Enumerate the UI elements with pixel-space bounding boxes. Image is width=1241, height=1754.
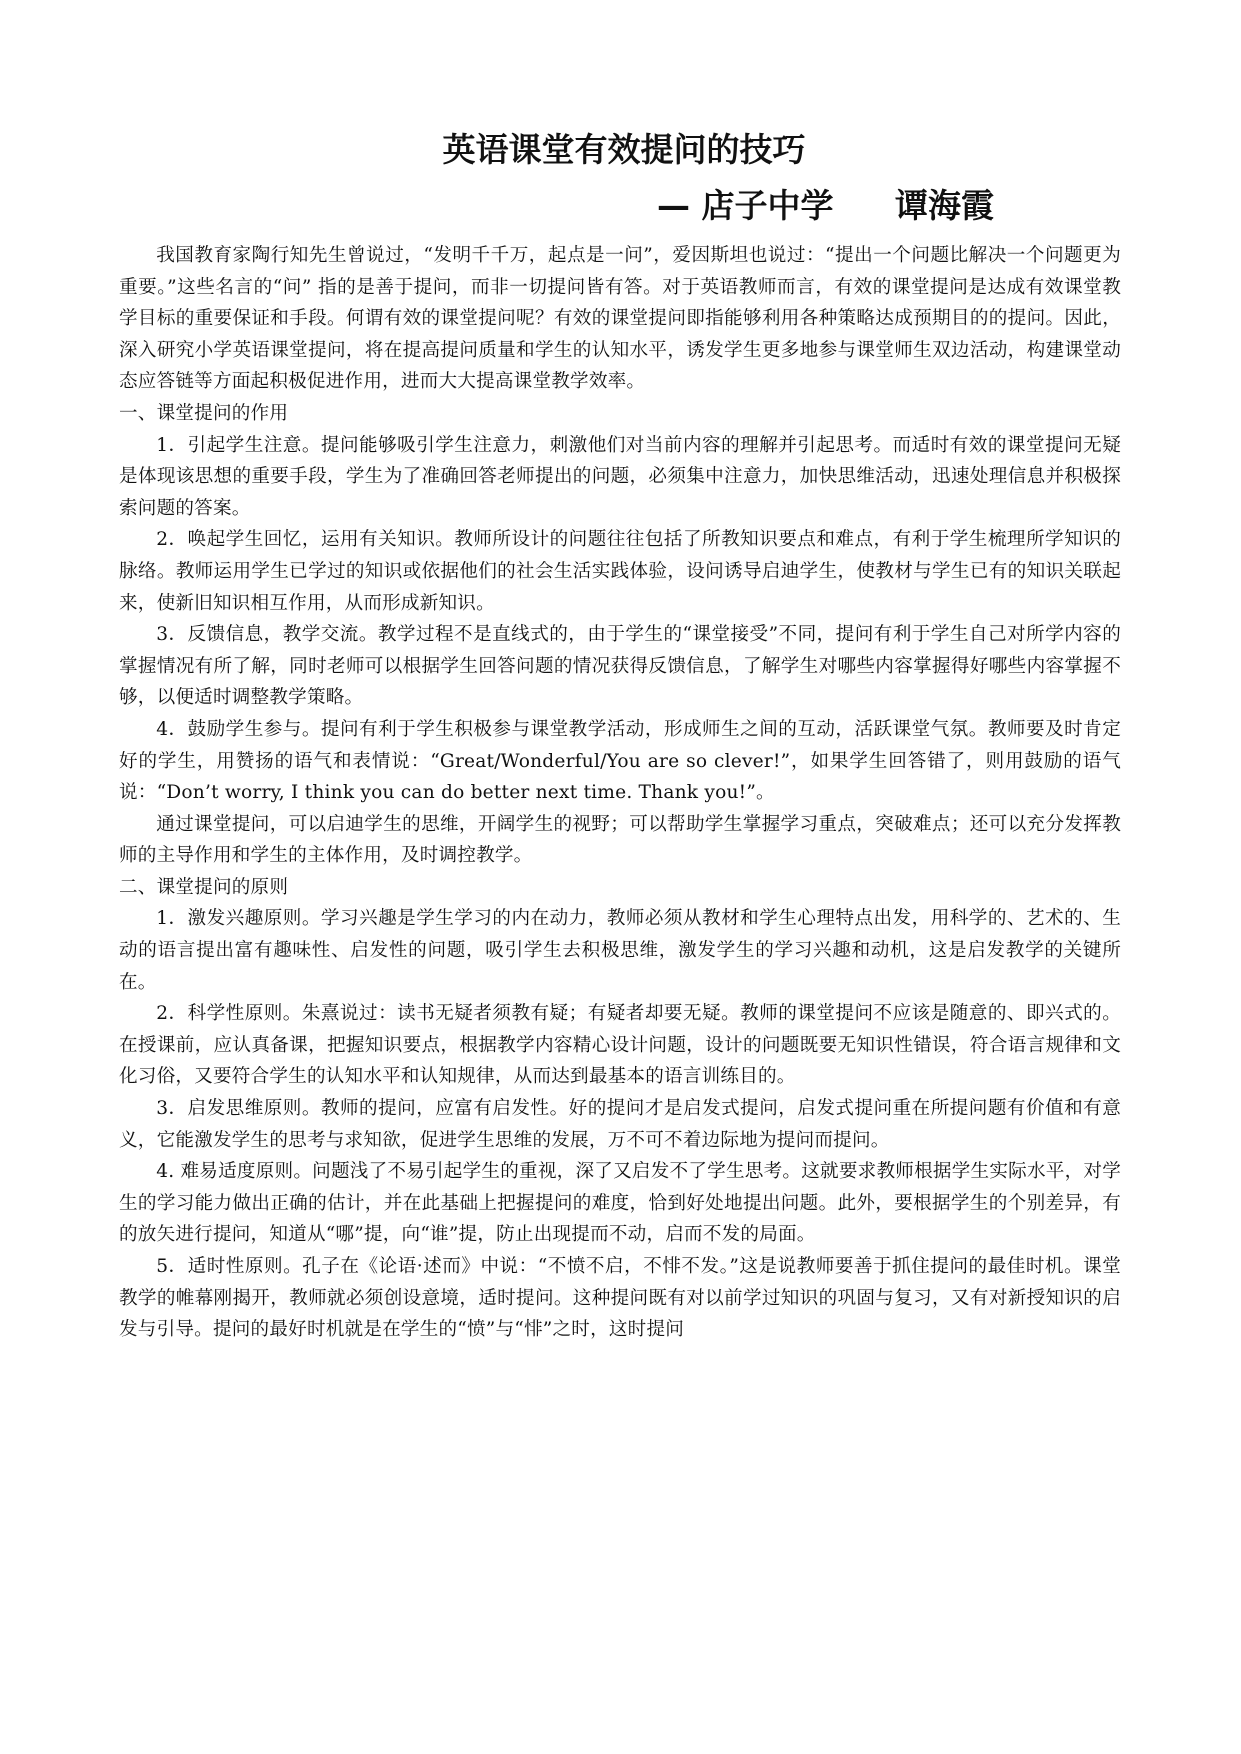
section-heading-1: 一、课堂提问的作用 [119, 402, 289, 424]
section1-item-3: 3．反馈信息，教学交流。教学过程不是直线式的，由于学生的“课堂接受”不同，提问有利于学生自己对所学内容的掌握情况有所了解，同时老师可以根据学生回答问题的情况获得反馈信息，了解学生对哪些内容掌握得好哪些内容掌握不够，以便适时调整教学策略。 [119, 624, 1121, 709]
section1-item-2: 2．唤起学生回忆，运用有关知识。教师所设计的问题往往包括了所教知识要点和难点，有利于学生梳理所学知识的脉络。教师运用学生已学过的知识或依据他们的社会生活实践体验，设问诱导启迪学生，使教材与学生已有的知识关联起来，使新旧知识相互作用，从而形成新知识。 [119, 529, 1121, 614]
section2-item-5: 5．适时性原则。孔子在《论语·述而》中说：“不愤不启，不悱不发。”这是说教师要善于抓住提问的最佳时机。课堂教学的帷幕刚揭开，教师就必须创设意境，适时提问。这种提问既有对以前学过知识的巩固与复习，又有对新授知识的启发与引导。提问的最好时机就是在学生的“愤”与“悱”之时，这时提问 [119, 1256, 1121, 1341]
section1-item-4: 4．鼓励学生参与。提问有利于学生积极参与课堂教学活动，形成师生之间的互动，活跃课堂气氛。教师要及时肯定好的学生，用赞扬的语气和表情说：“Great/Wonderful/You are so clever!”，如果学生回答错了，则用鼓励的语气说：“Don’t worry, I think you can do better next time. Thank you!”。 [119, 718, 1121, 804]
byline-author: 谭海霞 [895, 186, 994, 225]
section1-item-1: 1．引起学生注意。提问能够吸引学生注意力，刺激他们对当前内容的理解并引起思考。而适时有效的课堂提问无疑是体现该思想的重要手段，学生为了准确回答老师提出的问题，必须集中注意力，加快思维活动，迅速处理信息并积极探索问题的答案。 [119, 434, 1121, 519]
section2-item-2: 2．科学性原则。朱熹说过：读书无疑者须教有疑；有疑者却要无疑。教师的课堂提问不应该是随意的、即兴式的。在授课前，应认真备课，把握知识要点，根据教学内容精心设计问题，设计的问题既要无知识性错误，符合语言规律和文化习俗，又要符合学生的认知水平和认知规律，从而达到最基本的语言训练目的。 [119, 1003, 1121, 1088]
section-heading-2: 二、课堂提问的原则 [119, 876, 289, 898]
section1-summary: 通过课堂提问，可以启迪学生的思维，开阔学生的视野；可以帮助学生掌握学习重点，突破难点；还可以充分发挥教师的主导作用和学生的主体作用，及时调控教学。 [119, 813, 1121, 867]
document-body [119, 240, 1121, 1346]
section2-item-4: 4. 难易适度原则。问题浅了不易引起学生的重视，深了又启发不了学生思考。这就要求教师根据学生实际水平，对学生的学习能力做出正确的估计，并在此基础上把握提问的难度，恰到好处地提出问题。此外，要根据学生的个别差异，有的放矢进行提问，知道从“哪”提，向“谁”提，防止出现提而不动，启而不发的局面。 [119, 1161, 1121, 1246]
intro-paragraph: 我国教育家陶行知先生曾说过，“发明千千万，起点是一问”，爱因斯坦也说过：“提出一个问题比解决一个问题更为重要。”这些名言的“问” 指的是善于提问，而非一切提问皆有答。对于英语教师而言，有效的课堂提问是达成有效课堂教学目标的重要保证和手段。何谓有效的课堂提问呢？有效的课堂提问即指能够利用各种策略达成预期目的的提问。因此，深入研究小学英语课堂提问，将在提高提问质量和学生的认知水平，诱发学生更多地参与课堂师生双边活动，构建课堂动态应答链等方面起积极促进作用，进而大大提高课堂教学效率。 [119, 245, 1121, 393]
byline-dash: — [657, 186, 690, 225]
byline [119, 184, 1121, 228]
byline-school: 店子中学 [701, 186, 834, 225]
document-page [119, 128, 1121, 1346]
section2-item-1: 1．激发兴趣原则。学习兴趣是学生学习的内在动力，教师必须从教材和学生心理特点出发，用科学的、艺术的、生动的语言提出富有趣味性、启发性的问题，吸引学生去积极思维，激发学生的学习兴趣和动机，这是启发教学的关键所在。 [119, 908, 1121, 993]
document-title: 英语课堂有效提问的技巧 [442, 130, 806, 169]
section2-item-3: 3．启发思维原则。教师的提问，应富有启发性。好的提问才是启发式提问，启发式提问重在所提问题有价值和有意义，它能激发学生的思考与求知欲，促进学生思维的发展，万不可不着边际地为提问而提问。 [119, 1098, 1121, 1151]
